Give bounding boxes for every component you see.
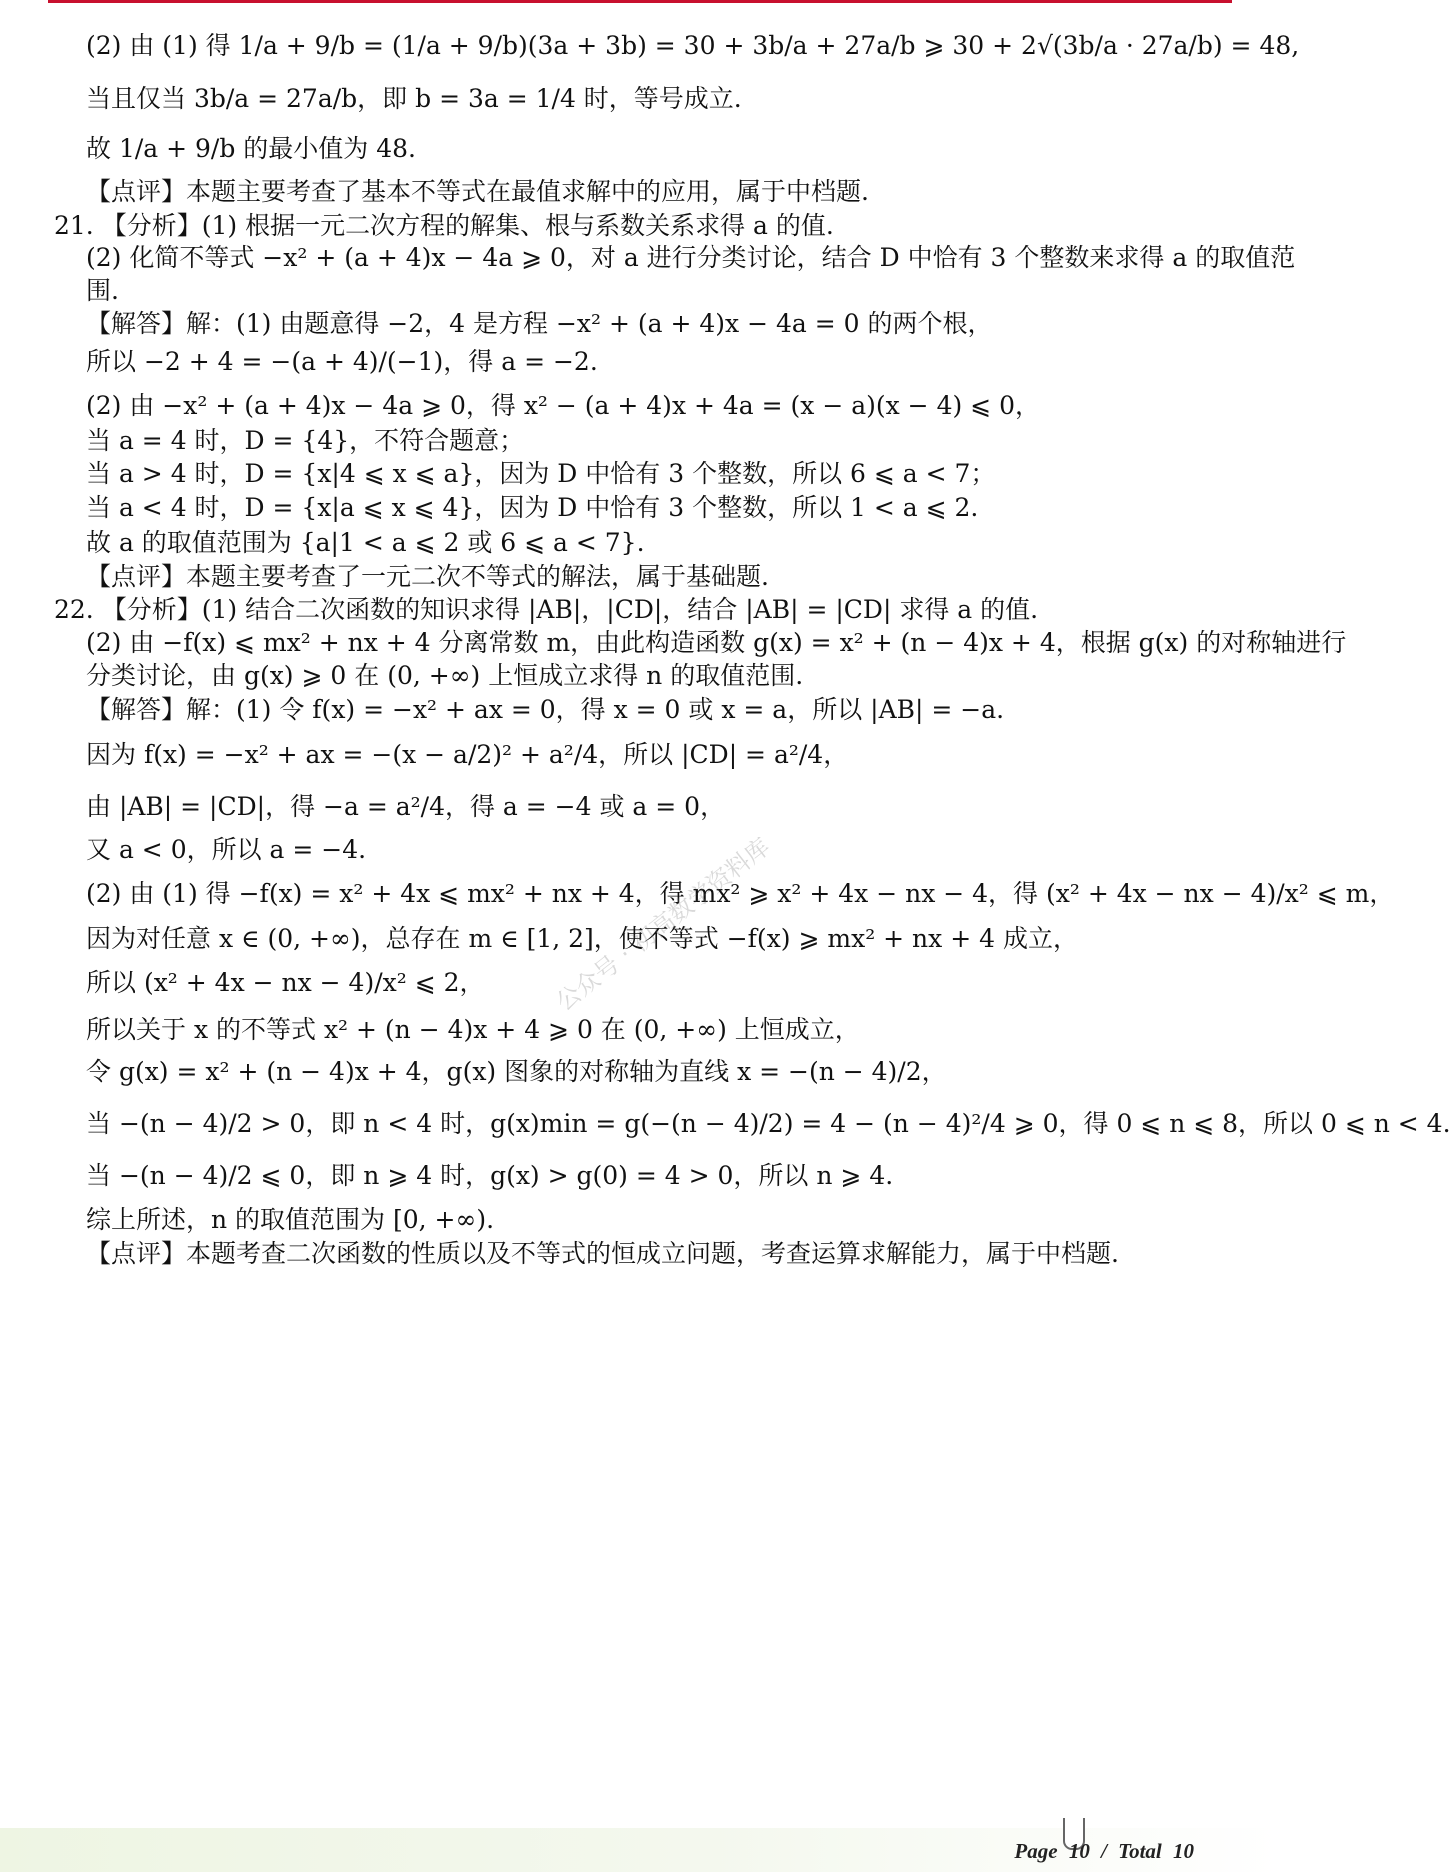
text-line: 所以 (x² + 4x − nx − 4)/x² ⩽ 2， xyxy=(86,968,485,997)
total-label: Total xyxy=(1118,1839,1162,1863)
watermark: 公众号 · 初高数学资料库 xyxy=(550,832,776,1017)
question-21-line: 21. 【分析】(1) 根据一元二次方程的解集、根与系数关系求得 a 的值. xyxy=(54,211,834,240)
total-number: 10 xyxy=(1173,1839,1194,1863)
text-line: (2) 化简不等式 −x² + (a + 4)x − 4a ⩾ 0，对 a 进行分类讨论，结合 D 中恰有 3 个整数来求得 a 的取值范 xyxy=(86,243,1296,272)
page-separator: / xyxy=(1101,1839,1107,1863)
text-line: 故 1/a + 9/b 的最小值为 48. xyxy=(86,134,417,163)
text-line: 分类讨论，由 g(x) ⩾ 0 在 (0, +∞) 上恒成立求得 n 的取值范围. xyxy=(86,661,804,690)
page-indicator xyxy=(1014,1839,1194,1864)
top-rule xyxy=(48,0,1232,3)
text-line: 【解答】解：(1) 由题意得 −2，4 是方程 −x² + (a + 4)x − 4a = 0 的两个根， xyxy=(86,309,993,338)
text-line: 【点评】本题主要考查了基本不等式在最值求解中的应用，属于中档题. xyxy=(86,177,869,206)
page-number: 10 xyxy=(1068,1839,1090,1863)
text-line: 又 a < 0，所以 a = −4. xyxy=(86,835,367,864)
text-line: (2) 由 −x² + (a + 4)x − 4a ⩾ 0，得 x² − (a + 4)x + 4a = (x − a)(x − 4) ⩽ 0， xyxy=(86,391,1040,420)
text-line: (2) 由 −f(x) ⩽ mx² + nx + 4 分离常数 m，由此构造函数 g(x) = x² + (n − 4)x + 4，根据 g(x) 的对称轴进行 xyxy=(86,628,1347,657)
text-line: 所以 −2 + 4 = −(a + 4)/(−1)，得 a = −2. xyxy=(86,347,598,376)
text-line: 所以关于 x 的不等式 x² + (n − 4)x + 4 ⩾ 0 在 (0, +∞) 上恒成立， xyxy=(86,1015,860,1044)
text-line: 当 −(n − 4)/2 ⩽ 0，即 n ⩾ 4 时，g(x) > g(0) = 4 > 0，所以 n ⩾ 4. xyxy=(86,1161,894,1190)
text-line: 综上所述，n 的取值范围为 [0, +∞). xyxy=(86,1205,495,1234)
question-22-line: 22. 【分析】(1) 结合二次函数的知识求得 |AB|，|CD|，结合 |AB| = |CD| 求得 a 的值. xyxy=(54,595,1039,624)
text-line: 令 g(x) = x² + (n − 4)x + 4，g(x) 图象的对称轴为直线 x = −(n − 4)/2， xyxy=(86,1057,947,1086)
text-line: 当 a = 4 时，D = {4}，不符合题意； xyxy=(86,426,525,455)
text-line: 当 a < 4 时，D = {x|a ⩽ x ⩽ 4}，因为 D 中恰有 3 个整数，所以 1 < a ⩽ 2. xyxy=(86,493,979,522)
text-line: (2) 由 (1) 得 −f(x) = x² + 4x ⩽ mx² + nx + 4，得 mx² ⩾ x² + 4x − nx − 4，得 (x² + 4x − nx − 4)/x² ⩽ m， xyxy=(86,879,1395,908)
text-line: 由 |AB| = |CD|，得 −a = a²/4，得 a = −4 或 a = 0， xyxy=(86,792,726,821)
text-line: 当 −(n − 4)/2 > 0，即 n < 4 时，g(x)min = g(−(n − 4)/2) = 4 − (n − 4)²/4 ⩾ 0，得 0 ⩽ n ⩽ 8，所以 0 ⩽ n < 4. xyxy=(86,1109,1451,1138)
text-line: 围. xyxy=(86,276,119,305)
text-line: 因为对任意 x ∈ (0, +∞)，总存在 m ∈ [1, 2]，使不等式 −f(x) ⩾ mx² + nx + 4 成立， xyxy=(86,924,1078,953)
page-label: Page xyxy=(1014,1839,1058,1863)
text-line: 故 a 的取值范围为 {a|1 < a ⩽ 2 或 6 ⩽ a < 7}. xyxy=(86,528,645,557)
text-line: 当且仅当 3b/a = 27a/b，即 b = 3a = 1/4 时，等号成立. xyxy=(86,84,742,113)
text-line: 【点评】本题主要考查了一元二次不等式的解法，属于基础题. xyxy=(86,562,769,591)
text-line: 【解答】解：(1) 令 f(x) = −x² + ax = 0，得 x = 0 或 x = a，所以 |AB| = −a. xyxy=(86,695,1005,724)
text-line: 当 a > 4 时，D = {x|4 ⩽ x ⩽ a}，因为 D 中恰有 3 个整数，所以 6 ⩽ a < 7； xyxy=(86,459,996,488)
text-line: (2) 由 (1) 得 1/a + 9/b = (1/a + 9/b)(3a + 3b) = 30 + 3b/a + 27a/b ⩾ 30 + 2√(3b/a · 27a/b) = 48, xyxy=(86,31,1300,60)
text-line: 【点评】本题考查二次函数的性质以及不等式的恒成立问题，考查运算求解能力，属于中档题. xyxy=(86,1239,1119,1268)
text-line: 因为 f(x) = −x² + ax = −(x − a/2)² + a²/4，所以 |CD| = a²/4， xyxy=(86,740,849,769)
